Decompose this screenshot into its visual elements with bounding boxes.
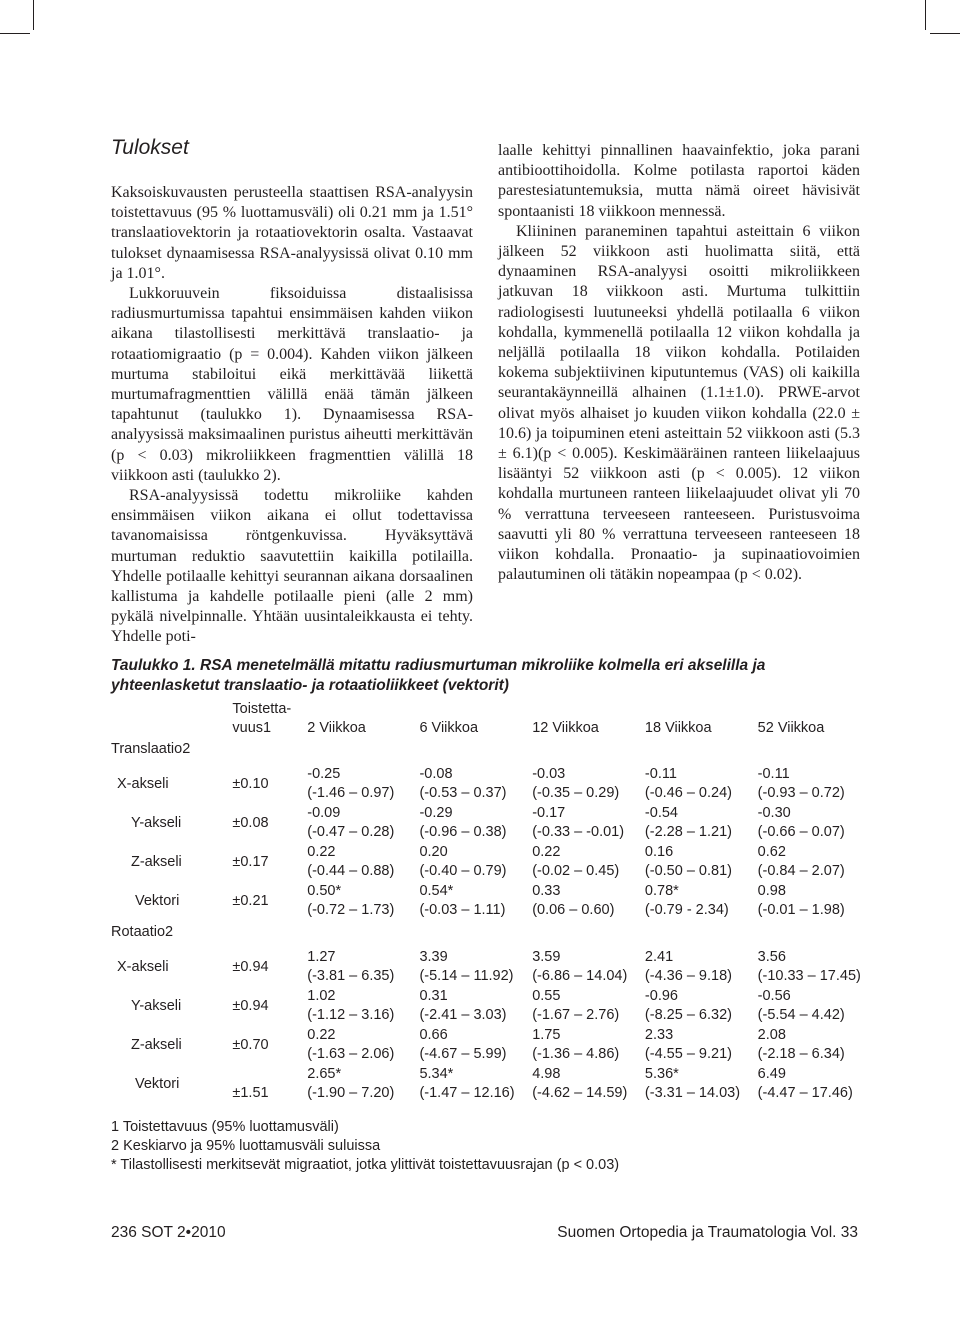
repeatability-value: ±0.10: [232, 776, 269, 792]
mean-value: -0.09: [307, 805, 341, 821]
mean-value: 3.56: [757, 949, 786, 965]
table-caption: Taulukko 1. RSA menetelmällä mitattu radiusmurtuman mikroliike kolmella eri akselilla ja yhteenlasketut translaatio- ja rotaatioliikkeet (vektorit): [111, 657, 766, 694]
confidence-interval: (-0.79 - 2.34): [644, 902, 729, 918]
data-cell: [532, 882, 645, 921]
data-cell: [419, 804, 532, 843]
repeatability-value: ±0.08: [232, 815, 269, 831]
confidence-interval: (-5.54 – 4.42): [757, 1007, 845, 1023]
table-row: [111, 948, 871, 987]
confidence-interval: (-1.47 – 12.16): [419, 1085, 515, 1101]
data-cell: [419, 843, 532, 882]
mean-value: 0.55: [532, 988, 561, 1004]
confidence-interval: (-1.63 – 2.06): [307, 1046, 395, 1062]
row-label: Z-akseli: [131, 854, 182, 870]
row-label: Y-akseli: [131, 815, 182, 831]
confidence-interval: (-1.36 – 4.86): [532, 1046, 620, 1062]
section-heading: Tulokset: [111, 136, 189, 159]
paragraph: RSA-analyysissä todettu mikroliike kahden ensimmäisen viikon aikana ei ollut todettavissa tavanomaisissa röntgenkuvissa. Hyväksyttävä murtuman reduktio saavutettiin kaikilla potilailla. Yhdelle potilaalle kehittyi seurannan aikana dorsaalinen kallistuma ja kahdelle potilaalle pieni (alle 2 mm) pykälä nivelpinnalle. Yhtään uusintaleikkausta ei tehty. Yhdelle poti-: [111, 487, 473, 646]
data-cell: [419, 1026, 532, 1065]
mean-value: -0.29: [419, 805, 453, 821]
confidence-interval: (-4.47 – 17.46): [757, 1085, 853, 1101]
mean-value: -0.11: [757, 766, 790, 782]
mean-value: -0.54: [644, 805, 678, 821]
right-text-column: [498, 141, 860, 585]
confidence-interval: (-1.12 – 3.16): [307, 1007, 395, 1023]
mean-value: 4.98: [532, 1066, 561, 1082]
data-cell: [645, 882, 758, 921]
table-row: [111, 987, 871, 1026]
mean-value: 0.62: [757, 844, 786, 860]
data-cell: [307, 948, 419, 987]
table-header-cell: [232, 700, 307, 738]
table-row: [111, 765, 871, 804]
table-footnotes: [111, 1118, 619, 1175]
table-header-cell: 52 Viikkoa: [757, 720, 825, 736]
data-cell: [758, 843, 871, 882]
confidence-interval: (-4.55 – 9.21): [644, 1046, 732, 1062]
data-cell: [532, 987, 645, 1026]
confidence-interval: (-2.28 – 1.21): [644, 824, 732, 840]
data-cell: [419, 987, 532, 1026]
repeatability-value: ±0.94: [232, 959, 269, 975]
data-cell: [758, 804, 871, 843]
mean-value: -0.03: [532, 766, 566, 782]
mean-value: 5.36*: [644, 1066, 679, 1082]
paragraph: Lukkoruuvein fiksoiduissa distaalisissa radiusmurtumissa tapahtui ensimmäisen kahden viikon aikana tilastollisesti merkittävä translaatio- ja rotaatiomigraatio (p = 0.004). Kahden viikon jälkeen murtuma stabiloitui eikä merkittävää liikettä murtumafragmenttien välillä enää tämän jälkeen tapahtunut (taulukko 1). Dynaamisessa RSA-analyysissä maksimaalinen puristus aiheutti merkittävän (p < 0.03) mikroliikkeen fragmenttien välillä 18 viikkoon asti (taulukko 2).: [111, 285, 473, 484]
confidence-interval: (-0.53 – 0.37): [419, 785, 507, 801]
crop-mark: [33, 0, 34, 30]
table-header-row: [111, 700, 871, 738]
mean-value: 1.02: [307, 988, 336, 1004]
footnote: * Tilastollisesti merkitsevät migraatiot, jotka ylittivät toistettavuusrajan (p < 0.03): [111, 1157, 620, 1173]
mean-value: 0.22: [307, 1027, 336, 1043]
mean-value: -0.96: [644, 988, 678, 1004]
table-row: [111, 1065, 871, 1104]
confidence-interval: (-0.93 – 0.72): [757, 785, 845, 801]
data-cell: [532, 1065, 645, 1104]
data-cell: [532, 804, 645, 843]
mean-value: 0.33: [532, 883, 561, 899]
mean-value: 1.75: [532, 1027, 561, 1043]
data-cell: [307, 804, 419, 843]
confidence-interval: (-2.41 – 3.03): [419, 1007, 507, 1023]
paragraph: Kaksoiskuvausten perusteella staattisen RSA-analyysin toistettavuus (95 % luottamusväli) oli 0.21 mm ja 1.51° translaatiovektorin ja rotaatiovektorin osalta. Vastaavat tulokset dynaamisessa RSA-analyysissä olivat 0.10 mm ja 1.01°.: [111, 184, 473, 282]
data-cell: [307, 1026, 419, 1065]
confidence-interval: (-0.33 – -0.01): [532, 824, 625, 840]
confidence-interval: (-0.84 – 2.07): [757, 863, 845, 879]
mean-value: 0.22: [307, 844, 336, 860]
mean-value: 5.34*: [419, 1066, 454, 1082]
mean-value: 2.33: [644, 1027, 674, 1043]
data-cell: [758, 1026, 871, 1065]
mean-value: 2.65*: [307, 1066, 342, 1082]
data-cell: [419, 1065, 532, 1104]
repeatability-value: ±0.21: [232, 893, 269, 909]
table-section-row: [111, 738, 871, 765]
table-header-cell: 6 Viikkoa: [419, 720, 479, 736]
confidence-interval: (-2.18 – 6.34): [757, 1046, 845, 1062]
confidence-interval: (-3.81 – 6.35): [307, 968, 395, 984]
mean-value: 0.22: [532, 844, 561, 860]
paragraph: laalle kehittyi pinnallinen haavainfektio, joka parani antibioottihoidolla. Kolme potilasta raportoi käden parestesiatuntemuksia, mutta nämä oireet hävisivät spontaanisti 18 viikkoon mennessä.: [498, 142, 860, 220]
crop-mark: [925, 0, 926, 30]
data-cell: [532, 843, 645, 882]
data-cell: [758, 1065, 871, 1104]
data-cell: [307, 1065, 419, 1104]
table-header-cell: [111, 700, 232, 738]
confidence-interval: (-4.67 – 5.99): [419, 1046, 507, 1062]
data-cell: [307, 765, 419, 804]
data-cell: [645, 804, 758, 843]
mean-value: -0.17: [532, 805, 566, 821]
data-cell: [307, 843, 419, 882]
confidence-interval: (-0.01 – 1.98): [757, 902, 845, 918]
confidence-interval: (-0.35 – 0.29): [532, 785, 620, 801]
data-cell: [645, 948, 758, 987]
mean-value: 0.31: [419, 988, 448, 1004]
confidence-interval: (-8.25 – 6.32): [644, 1007, 732, 1023]
mean-value: -0.56: [757, 988, 791, 1004]
header-repeatability-line2: vuus1: [232, 720, 272, 736]
mean-value: 0.78*: [644, 883, 679, 899]
confidence-interval: (-0.03 – 1.11): [419, 902, 506, 918]
footnote: 2 Keskiarvo ja 95% luottamusväli suluissa: [111, 1138, 381, 1154]
repeatability-value: ±0.70: [232, 1037, 269, 1053]
confidence-interval: (-0.46 – 0.24): [644, 785, 732, 801]
table-header-cell: 12 Viikkoa: [532, 720, 599, 736]
mean-value: 0.98: [757, 883, 786, 899]
mean-value: 0.66: [419, 1027, 448, 1043]
confidence-interval: (-1.67 – 2.76): [532, 1007, 620, 1023]
confidence-interval: (-1.46 – 0.97): [307, 785, 395, 801]
confidence-interval: (-0.40 – 0.79): [419, 863, 507, 879]
mean-value: 0.50*: [307, 883, 342, 899]
confidence-interval: (-0.44 – 0.88): [307, 863, 395, 879]
confidence-interval: (-10.33 – 17.45): [757, 968, 861, 984]
mean-value: 0.20: [419, 844, 448, 860]
data-cell: [419, 882, 532, 921]
data-cell: [758, 882, 871, 921]
data-cell: [532, 765, 645, 804]
data-cell: [419, 765, 532, 804]
mean-value: -0.08: [419, 766, 453, 782]
confidence-interval: (-4.62 – 14.59): [532, 1085, 628, 1101]
data-cell: [758, 948, 871, 987]
repeatability-value: ±0.94: [232, 998, 269, 1014]
mean-value: 0.16: [644, 844, 674, 860]
data-cell: [645, 987, 758, 1026]
mean-value: 1.27: [307, 949, 336, 965]
confidence-interval: (-4.36 – 9.18): [644, 968, 732, 984]
confidence-interval: (-0.96 – 0.38): [419, 824, 507, 840]
data-cell: [532, 1026, 645, 1065]
left-text-column: [111, 183, 473, 648]
data-cell: [419, 948, 532, 987]
row-label: Y-akseli: [131, 998, 182, 1014]
confidence-interval: (-0.47 – 0.28): [307, 824, 395, 840]
row-label: X-akseli: [117, 959, 169, 975]
confidence-interval: (-0.50 – 0.81): [644, 863, 732, 879]
table-row: [111, 1026, 871, 1065]
row-label: X-akseli: [117, 776, 169, 792]
table-row: [111, 882, 871, 921]
footer-page-info: 236 SOT 2•2010: [111, 1224, 226, 1241]
crop-mark: [930, 33, 960, 34]
mean-value: 3.59: [532, 949, 561, 965]
row-label: Vektori: [135, 893, 180, 909]
confidence-interval: (-6.86 – 14.04): [532, 968, 628, 984]
data-cell: [307, 882, 419, 921]
row-label: Vektori: [135, 1076, 180, 1092]
confidence-interval: (-1.90 – 7.20): [307, 1085, 395, 1101]
data-cell: [645, 1065, 758, 1104]
data-cell: [645, 843, 758, 882]
confidence-interval: (-0.02 – 0.45): [532, 863, 620, 879]
mean-value: 2.41: [644, 949, 674, 965]
data-cell: [645, 1026, 758, 1065]
mean-value: 2.08: [757, 1027, 786, 1043]
mean-value: -0.11: [644, 766, 677, 782]
header-repeatability-line1: Toistetta-: [232, 701, 292, 717]
data-cell: [307, 987, 419, 1026]
mean-value: 6.49: [757, 1066, 786, 1082]
table-section-label: Rotaatio2: [111, 924, 174, 940]
footer-journal-title: Suomen Ortopedia ja Traumatologia Vol. 33: [557, 1224, 858, 1241]
table-header-cell: 2 Viikkoa: [307, 720, 366, 736]
repeatability-value: ±0.17: [232, 854, 269, 870]
repeatability-value: ±1.51: [232, 1085, 269, 1101]
table-section-row: [111, 921, 871, 948]
data-cell: [758, 765, 871, 804]
table-row: [111, 843, 871, 882]
confidence-interval: (-5.14 – 11.92): [419, 968, 514, 984]
crop-mark: [0, 33, 30, 34]
table-header-cell: 18 Viikkoa: [644, 720, 712, 736]
confidence-interval: (0.06 – 0.60): [532, 902, 615, 918]
data-cell: [532, 948, 645, 987]
table-row: [111, 804, 871, 843]
mean-value: -0.25: [307, 766, 341, 782]
confidence-interval: (-0.66 – 0.07): [757, 824, 845, 840]
row-label: Z-akseli: [131, 1037, 182, 1053]
data-cell: [758, 987, 871, 1026]
confidence-interval: (-0.72 – 1.73): [307, 902, 395, 918]
data-cell: [645, 765, 758, 804]
table-section-label: Translaatio2: [111, 741, 191, 757]
mean-value: 3.39: [419, 949, 448, 965]
results-table: [111, 700, 871, 1104]
mean-value: -0.30: [757, 805, 791, 821]
footnote: 1 Toistettavuus (95% luottamusväli): [111, 1119, 339, 1135]
mean-value: 0.54*: [419, 883, 454, 899]
paragraph: Kliininen paraneminen tapahtui asteittain 6 viikon jälkeen 52 viikkoon asti huolimatta siitä, että dynaaminen RSA-analyysi osoitti mikroliikkeen jatkuvan 18 viikkoon asti. Murtuma tulkittiin radiologisesti luutuneeksi yhdellä potilaalla 6 viikon kohdalla, kymmenellä potilaalla 12 viikon kohdalla ja neljällä potilaalla 18 viikon kohdalla. Potilaiden kokema subjektiivinen kiputuntemus (VAS) oli kaikilla seurantakäynneillä alhainen (1.1±1.0). PRWE-arvot olivat myös alhaiset jo kuuden viikon kohdalla (22.0 ± 10.6) ja toipuminen eteni asteittain 52 viikkoon asti (5.3 ± 6.1)(p < 0.005). Keskimääräinen ranteen liikelaajuus lisääntyi 52 viikkoon asti (p < 0.005). 12 viikon kohdalla murtuneen ranteen liikelaajuudet olivat yli 70 % verrattuna terveeseen ranteeseen. Puristusvoima saavutti yli 80 % verrattuna terveeseen ranteeseen 18 viikon kohdalla. Pronaatio- ja supinaatiovoimien palautuminen oli tätäkin nopeampaa (p < 0.02).: [498, 222, 860, 584]
confidence-interval: (-3.31 – 14.03): [644, 1085, 741, 1101]
